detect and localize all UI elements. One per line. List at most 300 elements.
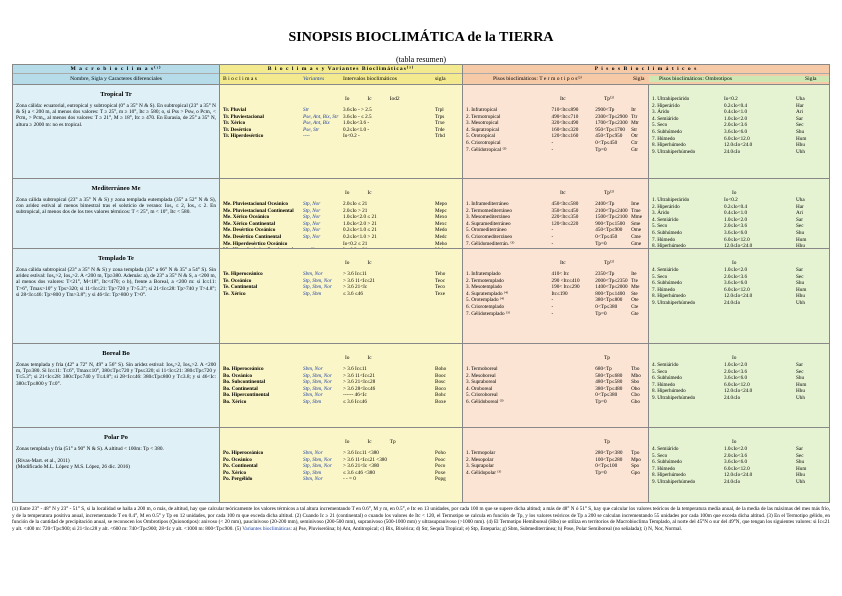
bioclima-variants: Stp, Sbm, Nor xyxy=(303,277,332,284)
footnotes xyxy=(12,506,830,533)
termotipo-name: 4. Supramediterráneo xyxy=(466,220,511,227)
macro-cell xyxy=(13,428,220,502)
bioclima-interval: > 3.6 Ic≤11 xyxy=(343,366,367,372)
bioclima-interval: > 3.6 Ic≤11 <380 xyxy=(343,450,379,456)
termotipo-name: 7. Gélidotropical ⁽³⁾ xyxy=(466,146,507,153)
ombrotipo-row xyxy=(652,362,826,369)
termotipo-itc: 120<Itc≤160 xyxy=(551,133,579,140)
termotipo-tp: 0<Tp≤380 xyxy=(595,392,618,399)
ombrotipo-range: 12.0≤Io<24.0 xyxy=(724,472,753,479)
termotipo-name: 2. Termotemplado xyxy=(466,277,504,284)
termotipo-sigla: Gpo xyxy=(631,469,640,476)
termotipo-tp: 2100<Tp≤2400 xyxy=(595,207,628,214)
termotipo-sigla: Ste xyxy=(631,290,638,297)
termotipo-row xyxy=(466,386,645,393)
ombrotipo-name: 7. Húmedo xyxy=(652,465,676,472)
termotipo-itc xyxy=(552,379,596,386)
termotipo-itc xyxy=(552,457,596,464)
termotipo-itc: - xyxy=(551,240,554,247)
ombrotipo-sigla: Hhu xyxy=(796,388,805,395)
bioclima-name: Bo. Oceánico xyxy=(223,372,253,379)
ombrotipo-range: 2.0≤Io<3.6 xyxy=(724,368,748,375)
footnote-variants-label: Variantes bioclimáticas: xyxy=(242,525,292,532)
termotipo-itc xyxy=(552,463,596,470)
termotipo-tp: 0<Tp≤450 xyxy=(595,233,618,240)
header-sigla-col: Sigla xyxy=(633,75,645,82)
bioclima-name: Te. Xérico xyxy=(223,290,246,297)
termotipo-sigla: Gte xyxy=(631,310,639,317)
termotipo-name: 5. Orotropical xyxy=(466,133,496,140)
ombrotipo-sigla: Ari xyxy=(796,210,803,217)
bioclima-variants: Stp, Sbm, Nor xyxy=(303,463,332,470)
ombrotipo-sigla: Hhu xyxy=(796,472,805,479)
bioclima-interval: 0.2≤Io<1.0 > 21 xyxy=(343,233,377,240)
bioclima-sigla: Teoc xyxy=(435,277,446,284)
termotipo-itc: - xyxy=(551,310,554,317)
bioclima-sigla: Trde xyxy=(435,126,445,133)
ombrotipo-row xyxy=(652,122,826,129)
termotipo-sigla: Ome xyxy=(631,227,642,234)
termotipo-name: 2. Mesoboreal xyxy=(466,372,496,379)
ombrotipo-row xyxy=(652,237,826,244)
ombrotipo-sigla: Uhh xyxy=(796,299,805,306)
bioclima-sigla: Trpl xyxy=(435,107,444,113)
ombrotipo-name: 7. Húmedo xyxy=(652,381,676,388)
termo-head-label: Tp⁽²⁾ xyxy=(604,96,615,102)
termotipo-name: 4. Oroboreal xyxy=(466,385,493,392)
ombrotipo-name: 9. Ultrahiperhúmedo xyxy=(652,478,696,485)
ombrotipo-name: 5. Seco xyxy=(652,122,668,129)
termotipo-tp: Tp=0 xyxy=(595,469,607,476)
bioclima-row xyxy=(223,271,459,278)
termotipo-sigla: Itr xyxy=(631,107,636,113)
bioclima-row xyxy=(223,234,459,241)
termotipo-row xyxy=(466,450,645,457)
termotipo-row xyxy=(466,147,645,154)
bioclima-row xyxy=(223,221,459,228)
bioclima-sigla: Boco xyxy=(435,385,446,392)
bioclima-interval: > 3.6 11<Ic≤21 xyxy=(343,277,375,284)
termotipo-sigla: Tbo xyxy=(631,366,640,372)
bioclima-variants: Pse, Ant, Bix xyxy=(303,120,330,127)
ombrotipo-row xyxy=(652,453,826,460)
termotipo-tp: 380<Tp≤480 xyxy=(595,385,623,392)
bio-head xyxy=(223,189,459,197)
bioclima-sigla: Mexc xyxy=(435,220,447,227)
ombrotipo-sigla: Sec xyxy=(796,273,804,280)
termotipo-sigla: Ctr xyxy=(631,139,638,146)
termotipo-row xyxy=(466,457,645,464)
bioclima-name: Tr. Pluviestacional xyxy=(223,113,264,120)
termo-cell xyxy=(463,249,649,343)
bioclima-name: Te. Oceánico xyxy=(223,277,252,284)
termotipo-tp: 2400<Tp xyxy=(595,201,615,207)
footnote-main: (1) Entre 23° - 48° N y 23° - 51° S, si la localidad se halla a 200 m, o más, de altitud, hay que calcular teóricamente los valores térmicos a tal altura incrementando T en 0.6°, M y m, en 0.5°, e Itc en 13 unidades, por cada 100 m que se supere dicha altitud; a más de 48° N ó 51° S, hay que calcular los valores teóricos de la temperatura media anual, de la media de las máximas del mes más frío, y de la temperatura positiva anual, incrementando T en 0.4°, M en 0.5° y Tp en 12 unidades, por cada 100 m que exceda dicha altitud. (2) Cuando Ic ≥ 21 (continental) o cuando los valores de Itc < 120, el Termotipo se calcula en función de Tp, y los valores teóricos de Tp a 200 se calculan incrementando 55 unidades por cada 100m que exceda dicha altitud. (3) En el Termotipo gélido, en función de la cantidad de precipitación anual, se reconocen los Ombrotipos (Quionotipos): anivoso (< 20 mm), paucinivoso (20-200 mm), seminivoso (200-500 mm), supranivoso (500-1000 mm) y ultrasupranivoso (>1000 mm). (4) El Termotipo Hemiboreal (Hbo) se utiliza en territorios de Macrobioclima Templado, al norte del 45°N o sur del 49°N, que tengan los siguientes valores: si Ic≤21 y alt. <400 m: 720<Tp≤900; si 21<Ic≤28 y alt. <600 m: 740<Tp≤900; 28<Ic y alt. <1000 m: 800<Tp≤900. (5) xyxy=(12,506,830,532)
ombrotipo-sigla: Sec xyxy=(796,452,804,459)
ombrotipo-name: 6. Subhúmedo xyxy=(652,280,682,287)
bioclima-name: Tr. Xérico xyxy=(223,120,246,127)
bioclima-variants: Pse, Str xyxy=(303,126,320,133)
ombrotipo-name: 4. Semiárido xyxy=(652,216,679,223)
ombro-cell xyxy=(649,179,829,248)
termotipo-row xyxy=(466,234,645,241)
termotipo-row xyxy=(466,241,645,248)
bioclima-variants: Stp, Sbm xyxy=(303,290,322,297)
ombrotipo-range: 2.0≤Io<3.6 xyxy=(724,452,748,459)
termotipo-row xyxy=(466,201,645,208)
termo-head-label: Tp⁽²⁾ xyxy=(604,260,615,266)
termo-head-label xyxy=(560,354,604,362)
termotipo-sigla: Str xyxy=(631,126,638,133)
bioclima-variants: Stp, Sbm, Nor xyxy=(303,372,332,379)
bio-head xyxy=(223,354,459,362)
bioclima-row xyxy=(223,278,459,285)
bio-head-label: Io xyxy=(345,260,350,266)
bio-head-label: Ic xyxy=(367,96,372,102)
bioclima-sigla: Texe xyxy=(435,290,446,297)
termotipo-tp: 2000<Tp≤2350 xyxy=(595,277,628,284)
ombrotipo-name: 6. Subhúmedo xyxy=(652,229,682,236)
bio-head-label: Io xyxy=(345,355,350,361)
termotipo-sigla: Ttr xyxy=(631,113,638,120)
termotipo-row xyxy=(466,291,645,298)
ombrotipo-row xyxy=(652,142,826,149)
ombrotipo-range: 2.0≤Io<3.6 xyxy=(724,122,748,129)
bioclima-variants: Stp, Sbm, Nor xyxy=(303,456,332,463)
ombrotipo-name: 1. Ultrahiperárido xyxy=(652,96,690,102)
bioclima-name: Po. Oceánico xyxy=(223,456,252,463)
termotipo-tp: Tp=0 xyxy=(595,146,607,153)
ombrotipo-sigla: Hum xyxy=(796,465,807,472)
ombrotipo-sigla: Sar xyxy=(796,267,803,273)
bioclima-interval: ≤ 3.6 ≤46 xyxy=(343,290,363,297)
page-subtitle: (tabla resumen) xyxy=(396,55,446,64)
ombrotipo-name: 4. Semiárido xyxy=(652,115,679,122)
termotipo-name: 1. Infratemplado xyxy=(466,271,501,277)
bioclima-name: Bo. Subcontinental xyxy=(223,379,266,386)
ombrotipo-range: 6.0≤Io<12.0 xyxy=(724,236,750,243)
termotipo-row xyxy=(466,278,645,285)
termotipo-name: 3. Supraboreal xyxy=(466,379,497,386)
bioclima-sigla: Teho xyxy=(435,271,446,277)
termotipo-row xyxy=(466,221,645,228)
macro-desc: Zona cálida subtropical (23° a 35° N & S) y zona templada (35° a 66° N & 35° a 54° S). Sin aridez estival: Ios₂>2, Ios₃>2. A <200 m, Tp≥380. Además: a), de 23° a 35° N & S, a <200 m, al menos dos valores: T<21°, M<18°, Itc<470; o b), frente a Boreal, a <200 m: si Ic≤11: T>6°, Tmax>10° y Tps>320; si 11<Ic≤21: Tp>720 y T>5.3°; si 21<Ic≤28: Tp>740 y T>4.8°; si 28<Ic≤46: Tp>800 y Tm>3.8°; y si 46<Ic: Tp>800 y T>0°. xyxy=(16,266,216,299)
macro-cell xyxy=(13,249,220,343)
ombrotipo-range: Io<0.2 xyxy=(724,96,738,102)
ombrotipo-range: 6.0≤Io<12.0 xyxy=(724,135,750,142)
bioclima-variants: Stp, Sbm xyxy=(303,398,322,405)
header-bio-title: B i o c l i m a s y Variantes Bioclimáticas⁽⁵⁾ xyxy=(220,65,462,74)
bioclima-variants xyxy=(303,241,343,248)
termotipo-name: 7. Gélidomediterrán. ⁽³⁾ xyxy=(466,240,515,247)
termotipo-tp: Tp=0 xyxy=(595,240,607,247)
termotipo-tp: 450<Tp≤950 xyxy=(595,133,623,140)
termotipo-row xyxy=(466,107,645,114)
bioclima-variants: Stp, Nor xyxy=(303,214,321,221)
header-bio-col: sigla xyxy=(435,75,446,82)
bioclima-sigla: Meho xyxy=(435,240,448,247)
termotipo-sigla: Gtr xyxy=(631,146,638,153)
bioclima-interval: 1.0≤Io<2.0 > 21 xyxy=(343,220,377,227)
bioclima-name: Me. Desértico Continental xyxy=(223,233,282,240)
header-bio-cols xyxy=(220,74,462,84)
termotipo-sigla: Otr xyxy=(631,133,638,140)
ombrotipo-name: 9. Ultrahiperhúmedo xyxy=(652,148,696,155)
termotipo-name: 6. Criorotropical xyxy=(466,139,501,146)
ombrotipo-sigla: Shu xyxy=(796,128,805,135)
ombrotipo-name: 8. Hiperhúmedo xyxy=(652,142,686,149)
termotipo-name: 4. Supratropical xyxy=(466,126,500,133)
termotipo-tp: 1500<Tp≤2100 xyxy=(595,214,628,221)
ombrotipo-range: 1.0≤Io<2.0 xyxy=(724,267,748,273)
bioclima-name: Me. Xérico Oceánico xyxy=(223,214,270,221)
ombrotipo-row xyxy=(652,369,826,376)
macro-name: Tropical Tr xyxy=(100,91,132,98)
termotipo-name: 3. Mesomediterráneo xyxy=(466,214,511,221)
ombrotipo-name: 9. Ultrahiperhúmedo xyxy=(652,299,696,306)
ombrotipo-range: 24.0≤Io xyxy=(724,299,741,306)
macro-name: Mediterráneo Me xyxy=(91,185,141,192)
ombrotipo-row xyxy=(652,293,826,300)
bioclima-name: Tr. Hiperdesértico xyxy=(223,133,264,140)
bioclima-row xyxy=(223,127,459,134)
macro-name: Polar Po xyxy=(104,434,128,441)
bioclima-sigla: Trps xyxy=(435,113,445,120)
macro-name: Templado Te xyxy=(98,255,134,262)
bio-head xyxy=(223,259,459,267)
termotipo-name: 6. Criorotemplado xyxy=(466,303,505,310)
termotipo-tp: 680<Tp xyxy=(595,366,612,372)
bioclima-row xyxy=(223,291,459,298)
header-macro xyxy=(13,65,220,84)
ombrotipo-range: 0.4≤Io<1.0 xyxy=(724,109,748,116)
termotipo-name: 2. Termotropical xyxy=(466,113,501,120)
termotipo-itc: 220<Itc≤350 xyxy=(551,214,579,221)
bioclima-variants: Str xyxy=(303,107,310,113)
ombrotipo-name: 8. Hiperhúmedo xyxy=(652,472,686,479)
bio-head xyxy=(223,95,459,103)
termotipo-row xyxy=(466,373,645,380)
bioclima-interval: > 3.6 11<Ic≤21 <380 xyxy=(343,456,387,463)
ombrotipo-sigla: Hum xyxy=(796,236,807,243)
termo-head-label: Itc xyxy=(560,190,566,196)
ombrotipo-row xyxy=(652,395,826,402)
termotipo-itc: 190< Itc≤290 xyxy=(551,284,580,291)
bioclima-name: Bo. Hipercontinental xyxy=(223,392,270,399)
termo-head-label xyxy=(560,438,604,446)
termotipo-row xyxy=(466,297,645,304)
ombrotipo-name: 3. Árido xyxy=(652,210,670,217)
bioclima-interval: ------ 46<Ic xyxy=(343,392,367,399)
ombrotipo-name: 5. Seco xyxy=(652,452,668,459)
ombrotipo-sigla: Har xyxy=(796,203,804,210)
bioclima-row xyxy=(223,450,459,457)
ombrotipo-row xyxy=(652,466,826,473)
bioclima-variants: ---- xyxy=(303,133,310,140)
ombrotipo-range: 12.0≤Io<24.0 xyxy=(724,142,753,149)
termotipo-row xyxy=(466,379,645,386)
ombrotipo-sigla: Sec xyxy=(796,223,804,230)
termotipo-row xyxy=(466,463,645,470)
ombrotipo-row xyxy=(652,230,826,237)
ombro-head: Io xyxy=(732,260,737,266)
termotipo-row xyxy=(466,311,645,318)
header-sigla2-col: Sigla xyxy=(805,76,829,83)
termotipo-tp: 480<Tp≤580 xyxy=(595,379,623,386)
bioclima-row xyxy=(223,366,459,373)
bioclima-variants: Pse, Ant, Bix, Str xyxy=(303,113,339,120)
ombrotipo-sigla: Ari xyxy=(796,109,803,116)
bioclima-interval: Io<0.2 - xyxy=(343,133,360,140)
termotipo-tp: 800<Tp≤1400 xyxy=(595,290,625,297)
bio-cell xyxy=(220,85,463,178)
bioclima-row xyxy=(223,227,459,234)
bioclima-interval: - - = 0 xyxy=(343,476,356,483)
termotipo-itc: - xyxy=(551,233,554,240)
bioclima-variants: Stp, Nor xyxy=(303,207,321,214)
ombrotipo-range: 2.0≤Io<3.6 xyxy=(724,223,748,230)
footnote-variants: a) Pse, Pluviseróina; b) Ant, Antitropical; c) Bix, Bixérica; d) Str, Sequía Tropical; e) Stp, Esteparia; g) Sbm, Submediterránea; h) Pose, Polar Semiboreal (no señalada); i) N, Nor, Normal. xyxy=(293,525,683,532)
bioclima-name: Me. Pluviestacional Oceánico xyxy=(223,201,288,207)
ombrotipo-row xyxy=(652,472,826,479)
termotipo-row xyxy=(466,227,645,234)
termotipo-tp: 450<Tp≤900 xyxy=(595,227,623,234)
bioclima-variants: Sbm, Nor xyxy=(303,450,323,456)
ombrotipo-sigla: Shu xyxy=(796,375,805,382)
termotipo-itc: - xyxy=(551,303,554,310)
termotipo-itc xyxy=(552,386,596,393)
termotipo-itc xyxy=(552,470,596,477)
termotipo-itc xyxy=(552,399,596,406)
band-1 xyxy=(13,178,829,248)
bioclima-name: Te. Hiperoceánico xyxy=(223,271,263,277)
ombrotipo-range: 1.0≤Io<2.0 xyxy=(724,216,748,223)
bio-head-label: Ic xyxy=(367,260,372,266)
bioclima-name: Po. Continental xyxy=(223,463,258,470)
bioclima-sigla: Medc xyxy=(435,233,447,240)
termotipo-itc: - xyxy=(551,297,554,304)
macro-cell xyxy=(13,85,220,178)
termotipo-itc: 450<Itc≤580 xyxy=(551,201,579,207)
termo-cell xyxy=(463,179,649,248)
bioclima-row xyxy=(223,470,459,477)
termotipo-itc: Itc≤190 xyxy=(551,290,568,297)
ombrotipo-range: 12.0≤Io<24.0 xyxy=(724,243,753,250)
termotipo-name: 7. Gélidotemplado ⁽³⁾ xyxy=(466,310,511,317)
ombrotipo-name: 4. Semiárido xyxy=(652,362,679,368)
ombrotipo-range: Io<0.2 xyxy=(724,197,738,203)
ombrotipo-range: 2.0≤Io<3.6 xyxy=(724,273,748,280)
termotipo-itc: - xyxy=(551,227,554,234)
ombrotipo-range: 24.0≤Io xyxy=(724,478,741,485)
ombrotipo-row xyxy=(652,149,826,156)
ombrotipo-sigla: Sec xyxy=(796,122,804,129)
ombrotipo-row xyxy=(652,129,826,136)
header-pisos xyxy=(463,65,829,84)
bioclima-interval: > 3.6 21<Ic xyxy=(343,284,368,291)
ombrotipo-name: 8. Hiperhúmedo xyxy=(652,388,686,395)
ombrotipo-range: 3.6≤Io<6.0 xyxy=(724,375,748,382)
header-ombro-col: Pisos bioclimáticos: Ombrotipos xyxy=(649,76,805,83)
termotipo-sigla: Mtr xyxy=(631,120,639,127)
bio-cell xyxy=(220,179,463,248)
termotipo-itc: 490<Itc≤710 xyxy=(551,113,579,120)
ombrotipo-range: 3.6≤Io<6.0 xyxy=(724,280,748,287)
ombrotipo-row xyxy=(652,446,826,453)
ombrotipo-sigla: Shu xyxy=(796,280,805,287)
termotipo-row xyxy=(466,470,645,477)
ombrotipo-name: 5. Seco xyxy=(652,273,668,280)
termotipo-tp: 380<Tp≤800 xyxy=(595,297,623,304)
ombrotipo-row xyxy=(652,116,826,123)
termotipo-row xyxy=(466,366,645,373)
bioclima-variants: Sbm, Nor xyxy=(303,392,323,399)
ombrotipo-row xyxy=(652,267,826,274)
macro-desc: Zona cálida subtropical (23° a 35° N & S) y zona templada eutemplada (35° a 52° N & S), con aridez estival al menos bimestral tras el solsticio de verano: Ios₂ ≤ 2, Ios₃ ≤ 2. En subtropical, al menos dos de los tres valores térmicos: T < 25°, m < 10°, Itc < 580. xyxy=(16,196,216,216)
ombrotipo-name: 2. Hiperárido xyxy=(652,203,680,210)
bio-head-label: Ic xyxy=(367,355,372,361)
ombrotipo-row xyxy=(652,274,826,281)
bioclima-interval: 2.0≤Io > 21 xyxy=(343,207,368,214)
ombrotipo-range: 6.0≤Io<12.0 xyxy=(724,465,750,472)
ombrotipo-row xyxy=(652,103,826,110)
bioclima-interval: > 3.6 11<Ic≤21 xyxy=(343,372,375,379)
bioclima-sigla: Bohc xyxy=(435,392,446,399)
ombrotipo-row xyxy=(652,136,826,143)
ombrotipo-name: 2. Hiperárido xyxy=(652,102,680,109)
termotipo-name: 2. Termomediterráneo xyxy=(466,207,512,214)
macro-desc: Zonas templada y fría (51° a 90° N & S). A altitud < 100m: Tp < 380. xyxy=(16,445,164,452)
termo-head-label: Tp xyxy=(604,439,610,445)
macro-cell xyxy=(13,179,220,248)
bioclima-interval: > 3.6 21<Ic <380 xyxy=(343,463,380,470)
termo-head xyxy=(466,354,645,362)
bioclima-interval: > 3.6 Ic≤11 xyxy=(343,271,367,277)
termotipo-sigla: Sme xyxy=(631,220,641,227)
header-bio-col: Variantes xyxy=(303,75,325,82)
ombrotipo-row xyxy=(652,280,826,287)
termotipo-name: 4. Supratemplado ⁽⁴⁾ xyxy=(466,290,509,297)
ombro-head: Io xyxy=(732,355,737,361)
bioclima-interval: 1.0≤Io<2.0 ≤ 21 xyxy=(343,214,377,221)
termotipo-itc: 410< Itc xyxy=(551,271,569,277)
bioclima-row xyxy=(223,386,459,393)
bioclima-variants: Stp, Sbm, Nor xyxy=(303,379,332,386)
ombrotipo-sigla: Sar xyxy=(796,216,803,223)
bioclima-sigla: Mexo xyxy=(435,214,448,221)
ombrotipo-sigla: Uhh xyxy=(796,394,805,401)
bio-head-label: Tp xyxy=(389,439,396,445)
termotipo-itc xyxy=(552,392,596,399)
bioclima-row xyxy=(223,392,459,399)
bioclima-name: Me. Pluviestacional Continental xyxy=(223,207,294,214)
bioclima-row xyxy=(223,120,459,127)
ombrotipo-sigla: Uha xyxy=(796,96,805,102)
termo-cell xyxy=(463,344,649,427)
bioclima-name: Te. Continental xyxy=(223,284,258,291)
macro-cell xyxy=(13,344,220,427)
bioclima-variants: Stp, Nor xyxy=(303,201,321,207)
termotipo-sigla: Ime xyxy=(631,201,640,207)
bio-head-label: Iod2 xyxy=(389,96,400,102)
ombrotipo-sigla: Hhu xyxy=(796,293,805,300)
ombrotipo-sigla: Sar xyxy=(796,362,803,368)
termo-head-label: Itc xyxy=(560,96,566,102)
ombrotipo-sigla: Sar xyxy=(796,115,803,122)
bioclima-interval: 0.2≤Io<1.0 - xyxy=(343,126,370,133)
band-0 xyxy=(13,84,829,178)
bio-head xyxy=(223,438,459,446)
